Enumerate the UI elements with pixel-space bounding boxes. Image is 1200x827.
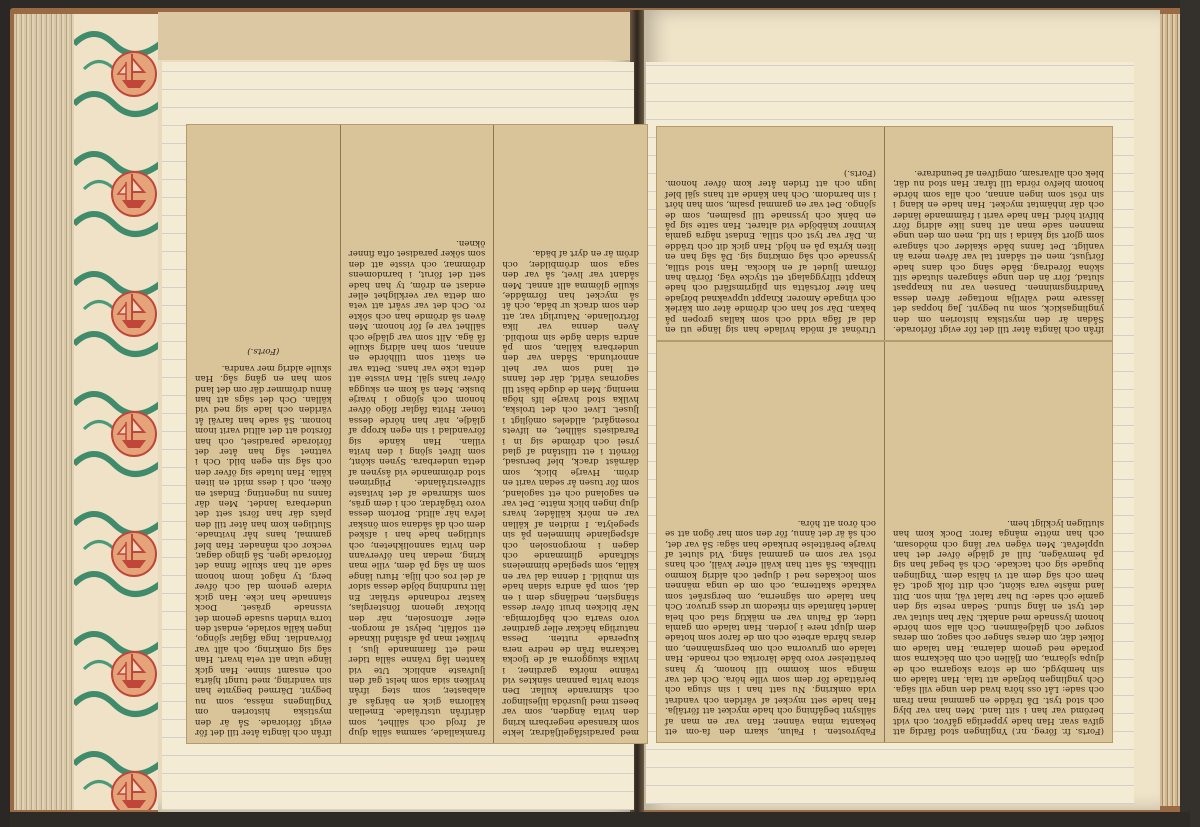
book-cover-bottom (10, 812, 1190, 827)
ship-pattern-icon (74, 14, 160, 810)
clipping-column: ifrån och längta åter till det för evigt förlorade. Så är den mystiska historien om Ynglingens mässa, som nu begynt. Därmed begynte han sin vandring, med tungt hjärta och ensamt sinne. Han gick länge utan att veta hvart. Han såg sig omkring, och allt var förvandlat. Inga fåglar sjöngo, ingen källa sorlade, endast den torra vinden susade genom det vissnade gräset. Dock stannade han icke. Han gick vidare genom dal och öfver berg, ty något inom honom sade att han skulle finna det förlorade igen. Så gingo dagar, veckor och månader. Han blef gammal, hans hår hvitnade. Slutligen kom han åter till den plats där han först sett det underbara landet. Men där fanns nu ingenting. Endast en öken, och i dess midt en liten källa. Han lutade sig öfver den och såg sin egen bild. Och i vattnet såg han åter det förlorade paradiset, och han förstod att det alltid varit inom honom. Så sade han farväl åt världen och lade sig ned vid källan. Och det sägs att han ännu drömmer där om det land som han en gång såg. Han skulle aldrig mer vandra. (Forts.) (187, 125, 341, 743)
page-edges-left (14, 14, 74, 810)
newspaper-clipping-right-bottom (656, 341, 1113, 743)
decorative-endpaper (74, 14, 160, 810)
clipping-signature: (Forts.) (247, 346, 280, 357)
left-page-header-strip (158, 12, 636, 60)
newspaper-clipping-right-top (656, 126, 1113, 341)
clipping-column: (Forts. fr. föreg. nr.) Ynglingen stod färdig att gifva svar. Han hade ypperliga gåfvor, och vidt berömd var han i sitt land. Men han var blyg och stod tyst. Då trädde en gammal man fram och sade: Låt oss höra hvad den unge vill säga. Och ynglingen började att tala. Han talade om sin hembygd, om de stora skogarna och de djupa sjöarna, om fjällen och om bäckarna som porlade ned genom dalarna. Han talade om folket där, om deras sånger och sagor, om deras sorger och glädjeämnen. Och alla som hörde honom lyssnade med andakt. När han slutat var det tyst en lång stund. Sedan reste sig den gamle och sade: Du har talat väl, min son. Ditt land måste vara skönt, och ditt folk godt. Gå hem och säg dem att vi hälsa dem. Ynglingen bugade sig och tackade. Och så begaf han sig på hemvägen, full af glädje öfver det han upplefvat. Men vägen var lång och mödosam, och han mötte många faror. Dock kom han slutligen lyckligt hem. (893, 517, 1104, 736)
clipping-column: framkallade, samma sälla djup af frojd och sällhet, som därifrån utstrålade. Emellan källorna gick en bärgås af alabaster, som steg ifrån hvilken sida som helst gaf den ljufvaste anblick. Ute vid kanten låg tvänne sälla tider med ett flammande ljus, i hvilket man på afstånd liknade ett solfält, belyst af morgon- eller aftonsolen, när den blickar igenom fönsterglas, kastar rodnande strålar. En lätt rundning böjde dessa sidor af del ros och lilja. Huru länge som än såg på dem, ville man kring, medan han öfvervann den hvita sannolikheten; och slutligen hade han i afsked dem och då sådana som önskar lefva här alltid. Bortom dessa voro trägårdar, och i dem gräs, som skimrade af det hvitaste silfverstrålande. Pilgrimen stod drömmande vid åsynen af detta underbara. Synen skönt, som lifvet sjöng i den hvita villan. Han kände sig förvandlad i sin egen kropp af glädje, när han hörde dessa toner. Hvita fåglar flögo öfver honom och sjöngo i hvarje buske. Men så kom en skugga öfver hans själ. Han visste att detta icke var hans. Detta var en skatt som tillhörde en annan, som han aldrig skulle få äga. Allt som var glädje och sällhet var ej för honom. Men även så drömde han och sökte ro. Och det var svårt att veta om detta var verklighet eller endast en dröm, ty han hade sett det förut, i barndomens drömmar, och visste att den som söker paradiset ofta finner öknen. (341, 125, 495, 743)
book-cover-right (1180, 0, 1200, 827)
clipping-column: med paradisfågelfjädrar, lekte som kransade negerbarn kring den hvita ängden, som var beestt med ljusröda liljeslingor och skimrande kullar. Den stora hvita pannan sänktes vid tvänne mörka gardiner, i hvilka skuggorna af de tjocka tackarna från de nedre nera kuperade rutten. Dessa naturliga häckar eller gardiner voro svarta och bågformiga. När blicken bruit öfver dessa stängslen, nedlängs dem i en dal, som på andra sidan hade sin mubild. I denna dal var en källa, som speglade himmelens skiftande glimmande och dagen i morgonsolen och afspeglande himmelen på sin spegelyta. I midten af källan var en mörk källåder, hvars djup ingen blick mätte. Det var en sagoland och ett sagoland, som för tusen år sedan varit en dröm. Hvarje blick, som därnäst drack, blef berusad, förnött i ett tillstånd af glad yrsel och drömde sig in i Paradisets sällhet, en lifvets rosengård, alldeles omöjligt i ljuset. Livet och det trolska, hvilka stod hvarje lifs höga mening. Men de dugde bäst till sagornas värld, där det fanns ett land som var helt annorlunda. Sådan var den underbara källan, som på andra sidan ägde sin motbild. Även denna var lika förtrollande. Naturligt var, att den som drack ur båda, och åt så mycket han förmådde, skulle glömma allt annat. Men sådant var livet, så var den saga som drömbilder, och dröm är en dyrt af bäda. (502, 248, 639, 737)
clipping-column: Utrönat af möda hvilade han sig länge uti en dal af fåga vidd och som kallas gropen på bakan. Där sof han och drömde åter om kärlek och vingade Amorer. Knappt uppvaknad började han åter fortsätta sin pilgrimsfärd och hade knappt tillryggalagt ett stycke väg, förrän han förnam ljudet af en klocka. Han stod stilla, lyssnade och såg omkring sig. Då såg han en liten kyrka på en höjd. Han gick dit och trädde in. Där var tyst och stilla. Endast några gamla kvinnor knäböjde vid altaret. Han satte sig på en bänk och lyssnade till psalmen, som de sjöngo. Det var en gammal psalm, som han hört i sin barndom. Och han kände att hans själ blef lugn och att friden åter kom öfver honom. (Forts.) (657, 127, 885, 340)
clipping-column: Fabyrosten. i Falun, skarn den fa-om ett bekanta mina vänner. Han var en man af sällsynt begåfning och hade mycket att förtälja. Han hade sett mycket af världen och vandrat vida omkring. Nu satt han i sin stuga och berättade för dem som ville höra. Och det var många som kommo till honom, ty hans berättelser voro både lärorika och roande. Han talade om gruvorna och om bergsmännen, om deras hårda arbete och om de faror som hotade dem djupt nere i jorden. Han talade om gamla tider, då Falun var en mäktig stad och hela landet hämtade sin rikedom ur dess gruvor. Och han talade om sägnerna, om bergsrået som vaktade skatterna, och om de unga männen som lockades ned i djupet och aldrig kommo tillbaka. Så satt han kväll efter kväll, och hans röst var som en gammal sång. Vid slutet af hvarje berättelse brukade han säga: Så var det, och så är det ännu, för den som har ögon att se och öron att höra. (657, 342, 885, 742)
newspaper-clipping-left (186, 124, 648, 744)
clipping-column: ifrån och längta åter till det för evigt förlorade. Sådan är den mystiska historien om den ynglingaskick, som nu begynt. Jag hoppas det lässare med välvilja mottager äfven dessa Vandringsminnen. Dansen var nu knappast slutad, förr än den unge sångaren slutade sitt sköna föredrag. Både sång och dans hade förtjust, men ett sådant tal var äfven mera än vanligt. Det fanns både skalder och sångare som gjort sig kända i sin tid, men om den unge mannen sade man att hans like aldrig förr blifvit hörd. Han hade varit i främmande länder och där inhämtat mycket. Han hade en klang i sin röst som ingen annan, och alla som hörde honom blefvo rörda till tårar. Han stod nu där, blek och allvarsam, omgifven af beundrare. (893, 167, 1104, 334)
